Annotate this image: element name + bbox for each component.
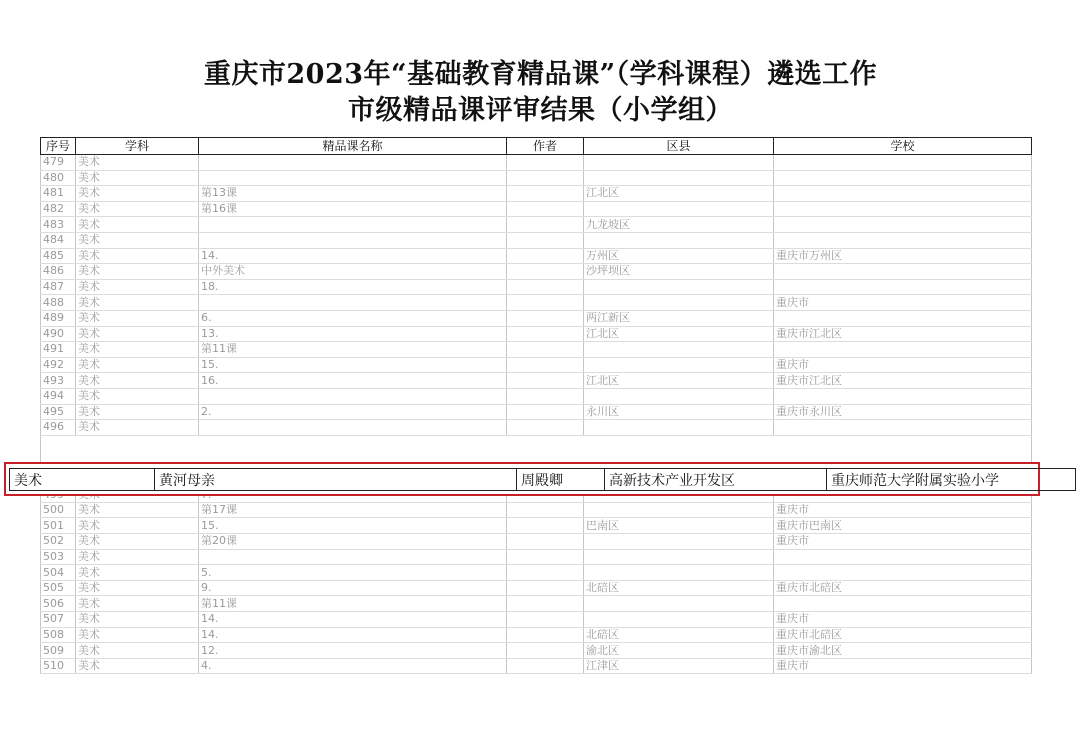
cell-subject: 美术 — [76, 596, 199, 612]
cell-no: 480 — [41, 170, 76, 186]
cell-subject: 美术 — [76, 658, 199, 674]
cell-no: 502 — [41, 534, 76, 550]
cell-author — [507, 420, 584, 436]
cell-course — [199, 217, 507, 233]
table-row — [41, 310, 1032, 326]
cell-subject: 美术 — [76, 388, 199, 404]
cell-subject: 美术 — [76, 342, 199, 358]
cell-no: 508 — [41, 627, 76, 643]
cell-subject: 美术 — [76, 310, 199, 326]
table-row — [41, 326, 1032, 342]
cell-no: 489 — [41, 310, 76, 326]
cell-no: 503 — [41, 549, 76, 565]
cell-school: 重庆市巴南区 — [774, 518, 1032, 534]
cell-author — [507, 326, 584, 342]
table-row — [41, 518, 1032, 534]
cell-author — [507, 342, 584, 358]
cell-subject: 美术 — [76, 534, 199, 550]
cell-subject: 美术 — [76, 502, 199, 518]
table-row — [41, 565, 1032, 581]
table-row — [41, 170, 1032, 186]
table-row — [41, 279, 1032, 295]
table-row — [41, 186, 1032, 202]
cell-course — [199, 232, 507, 248]
table-row — [41, 549, 1032, 565]
table-row — [41, 295, 1032, 311]
header-no: 序号 — [41, 138, 76, 155]
header-author: 作者 — [507, 138, 584, 155]
cell-school — [774, 565, 1032, 581]
cell-course: 15. — [199, 518, 507, 534]
cell-school — [774, 232, 1032, 248]
cell-course: 15. — [199, 357, 507, 373]
cell-no: 481 — [41, 186, 76, 202]
cell-no: 491 — [41, 342, 76, 358]
cell-course — [199, 420, 507, 436]
cell-subject: 美术 — [76, 643, 199, 659]
cell-course: 2. — [199, 404, 507, 420]
cell-district — [584, 388, 774, 404]
header-school: 学校 — [774, 138, 1032, 155]
table-row — [41, 217, 1032, 233]
cell-no: 484 — [41, 232, 76, 248]
cell-school: 重庆市 — [774, 612, 1032, 628]
cell-district — [584, 357, 774, 373]
cell-no: 479 — [41, 155, 76, 171]
cell-course — [199, 170, 507, 186]
cell-school: 重庆市渝北区 — [774, 643, 1032, 659]
cell-district: 北碚区 — [584, 580, 774, 596]
cell-district: 九龙坡区 — [584, 217, 774, 233]
cell-course — [199, 295, 507, 311]
table-row — [41, 342, 1032, 358]
cell-author — [507, 232, 584, 248]
cell-school — [774, 388, 1032, 404]
cell-district: 北碚区 — [584, 627, 774, 643]
cell-school: 重庆市 — [774, 357, 1032, 373]
cell-author — [507, 658, 584, 674]
cell-author — [507, 201, 584, 217]
cell-subject: 美术 — [76, 295, 199, 311]
cell-no: 494 — [41, 388, 76, 404]
cell-no: 505 — [41, 580, 76, 596]
cell-school — [774, 342, 1032, 358]
cell-school — [774, 596, 1032, 612]
cell-author — [507, 155, 584, 171]
cell-author — [507, 580, 584, 596]
cell-no: 501 — [41, 518, 76, 534]
highlight-course: 黄河母亲 — [155, 469, 517, 491]
cell-author — [507, 264, 584, 280]
table-row — [41, 232, 1032, 248]
cell-no: 507 — [41, 612, 76, 628]
cell-subject: 美术 — [76, 549, 199, 565]
cell-no: 482 — [41, 201, 76, 217]
cell-course: 14. — [199, 627, 507, 643]
header-district: 区县 — [584, 138, 774, 155]
cell-subject: 美术 — [76, 170, 199, 186]
cell-author — [507, 170, 584, 186]
cell-subject: 美术 — [76, 186, 199, 202]
cell-district: 江津区 — [584, 658, 774, 674]
cell-no: 488 — [41, 295, 76, 311]
cell-course: 16. — [199, 373, 507, 389]
cell-course — [199, 388, 507, 404]
table-row — [41, 404, 1032, 420]
table-row — [41, 264, 1032, 280]
cell-no: 487 — [41, 279, 76, 295]
cell-author — [507, 549, 584, 565]
cell-district — [584, 155, 774, 171]
cell-no: 492 — [41, 357, 76, 373]
cell-author — [507, 627, 584, 643]
cell-school: 重庆市 — [774, 658, 1032, 674]
cell-school: 重庆市北碚区 — [774, 627, 1032, 643]
cell-author — [507, 565, 584, 581]
document-title-line-1: 重庆市2023年“基础教育精品课”（学科课程）遴选工作 — [203, 59, 878, 90]
cell-district — [584, 295, 774, 311]
cell-subject: 美术 — [76, 404, 199, 420]
cell-no: 504 — [41, 565, 76, 581]
cell-school: 重庆市 — [774, 502, 1032, 518]
cell-subject: 美术 — [76, 326, 199, 342]
table-row — [41, 155, 1032, 171]
cell-district: 永川区 — [584, 404, 774, 420]
table-row — [41, 357, 1032, 373]
cell-school: 重庆市万州区 — [774, 248, 1032, 264]
cell-author — [507, 217, 584, 233]
cell-district — [584, 596, 774, 612]
cell-course — [199, 155, 507, 171]
results-table — [40, 137, 1032, 674]
cell-school — [774, 264, 1032, 280]
cell-author — [507, 518, 584, 534]
cell-district — [584, 612, 774, 628]
cell-author — [507, 534, 584, 550]
cell-school — [774, 217, 1032, 233]
cell-course: 6. — [199, 310, 507, 326]
cell-no: 486 — [41, 264, 76, 280]
cell-author — [507, 279, 584, 295]
cell-author — [507, 295, 584, 311]
cell-no: 483 — [41, 217, 76, 233]
cell-district — [584, 549, 774, 565]
cell-school — [774, 186, 1032, 202]
table-row — [41, 201, 1032, 217]
cell-district: 万州区 — [584, 248, 774, 264]
cell-course: 第11课 — [199, 342, 507, 358]
cell-course: 9. — [199, 580, 507, 596]
cell-course: 18. — [199, 279, 507, 295]
cell-no: 485 — [41, 248, 76, 264]
cell-district: 沙坪坝区 — [584, 264, 774, 280]
document-title-line-2: 市级精品课评审结果（小学组） — [348, 95, 733, 126]
cell-course: 14. — [199, 612, 507, 628]
table-row — [41, 612, 1032, 628]
cell-school — [774, 170, 1032, 186]
cell-district — [584, 420, 774, 436]
table-row — [41, 248, 1032, 264]
header-course: 精品课名称 — [199, 138, 507, 155]
cell-no: 506 — [41, 596, 76, 612]
highlight-district: 高新技术产业开发区 — [605, 469, 827, 491]
table-row — [41, 580, 1032, 596]
cell-course: 13. — [199, 326, 507, 342]
cell-author — [507, 186, 584, 202]
cell-school — [774, 420, 1032, 436]
table-row — [41, 388, 1032, 404]
table-row — [41, 596, 1032, 612]
cell-subject: 美术 — [76, 248, 199, 264]
highlight-school: 重庆师范大学附属实验小学 — [827, 469, 1076, 491]
cell-subject: 美术 — [76, 264, 199, 280]
cell-school: 重庆市 — [774, 295, 1032, 311]
cell-district — [584, 534, 774, 550]
cell-school — [774, 310, 1032, 326]
cell-district — [584, 502, 774, 518]
cell-school — [774, 279, 1032, 295]
header-subject: 学科 — [76, 138, 199, 155]
cell-district — [584, 342, 774, 358]
cell-author — [507, 404, 584, 420]
table-row — [41, 643, 1032, 659]
cell-course: 4. — [199, 658, 507, 674]
table-body-bottom — [41, 471, 1032, 674]
cell-course: 5. — [199, 565, 507, 581]
cell-subject: 美术 — [76, 201, 199, 217]
cell-no: 500 — [41, 502, 76, 518]
cell-subject: 美术 — [76, 155, 199, 171]
table-header-row — [41, 138, 1032, 155]
cell-author — [507, 596, 584, 612]
cell-author — [507, 502, 584, 518]
cell-school: 重庆市永川区 — [774, 404, 1032, 420]
table-row — [41, 502, 1032, 518]
cell-author — [507, 248, 584, 264]
cell-subject: 美术 — [76, 279, 199, 295]
cell-course: 第13课 — [199, 186, 507, 202]
cell-district: 江北区 — [584, 373, 774, 389]
cell-author — [507, 373, 584, 389]
cell-author — [507, 643, 584, 659]
highlight-author: 周殿卿 — [517, 469, 605, 491]
cell-subject: 美术 — [76, 518, 199, 534]
cell-course: 第11课 — [199, 596, 507, 612]
table-row — [41, 627, 1032, 643]
cell-district — [584, 565, 774, 581]
cell-author — [507, 388, 584, 404]
cell-course: 中外美术 — [199, 264, 507, 280]
cell-author — [507, 357, 584, 373]
cell-course: 14. — [199, 248, 507, 264]
cell-school — [774, 155, 1032, 171]
cell-school: 重庆市江北区 — [774, 373, 1032, 389]
cell-no: 496 — [41, 420, 76, 436]
cell-no: 495 — [41, 404, 76, 420]
cell-no: 510 — [41, 658, 76, 674]
cell-no: 509 — [41, 643, 76, 659]
cell-district — [584, 279, 774, 295]
cell-author — [507, 612, 584, 628]
cell-district: 江北区 — [584, 326, 774, 342]
cell-subject: 美术 — [76, 373, 199, 389]
cell-course: 第16课 — [199, 201, 507, 217]
cell-school: 重庆市江北区 — [774, 326, 1032, 342]
cell-subject: 美术 — [76, 612, 199, 628]
table-row — [41, 534, 1032, 550]
cell-subject: 美术 — [76, 627, 199, 643]
cell-course — [199, 549, 507, 565]
table-body-top — [41, 155, 1032, 436]
cell-course: 12. — [199, 643, 507, 659]
cell-school — [774, 549, 1032, 565]
cell-school: 重庆市北碚区 — [774, 580, 1032, 596]
cell-school: 重庆市 — [774, 534, 1032, 550]
cell-district: 江北区 — [584, 186, 774, 202]
cell-district: 两江新区 — [584, 310, 774, 326]
cell-course: 第17课 — [199, 502, 507, 518]
cell-no: 490 — [41, 326, 76, 342]
cell-school — [774, 201, 1032, 217]
cell-author — [507, 310, 584, 326]
table-row — [41, 658, 1032, 674]
highlighted-row-table — [9, 468, 1076, 491]
cell-subject: 美术 — [76, 565, 199, 581]
cell-subject: 美术 — [76, 420, 199, 436]
table-row — [41, 373, 1032, 389]
cell-subject: 美术 — [76, 357, 199, 373]
highlight-subject: 美术 — [10, 469, 155, 491]
cell-district — [584, 232, 774, 248]
highlighted-row — [10, 469, 1076, 491]
cell-district: 渝北区 — [584, 643, 774, 659]
cell-district: 巴南区 — [584, 518, 774, 534]
cell-subject: 美术 — [76, 232, 199, 248]
cell-subject: 美术 — [76, 217, 199, 233]
cell-subject: 美术 — [76, 580, 199, 596]
table-row — [41, 420, 1032, 436]
cell-district — [584, 201, 774, 217]
cell-district — [584, 170, 774, 186]
cell-no: 493 — [41, 373, 76, 389]
cell-course: 第20课 — [199, 534, 507, 550]
